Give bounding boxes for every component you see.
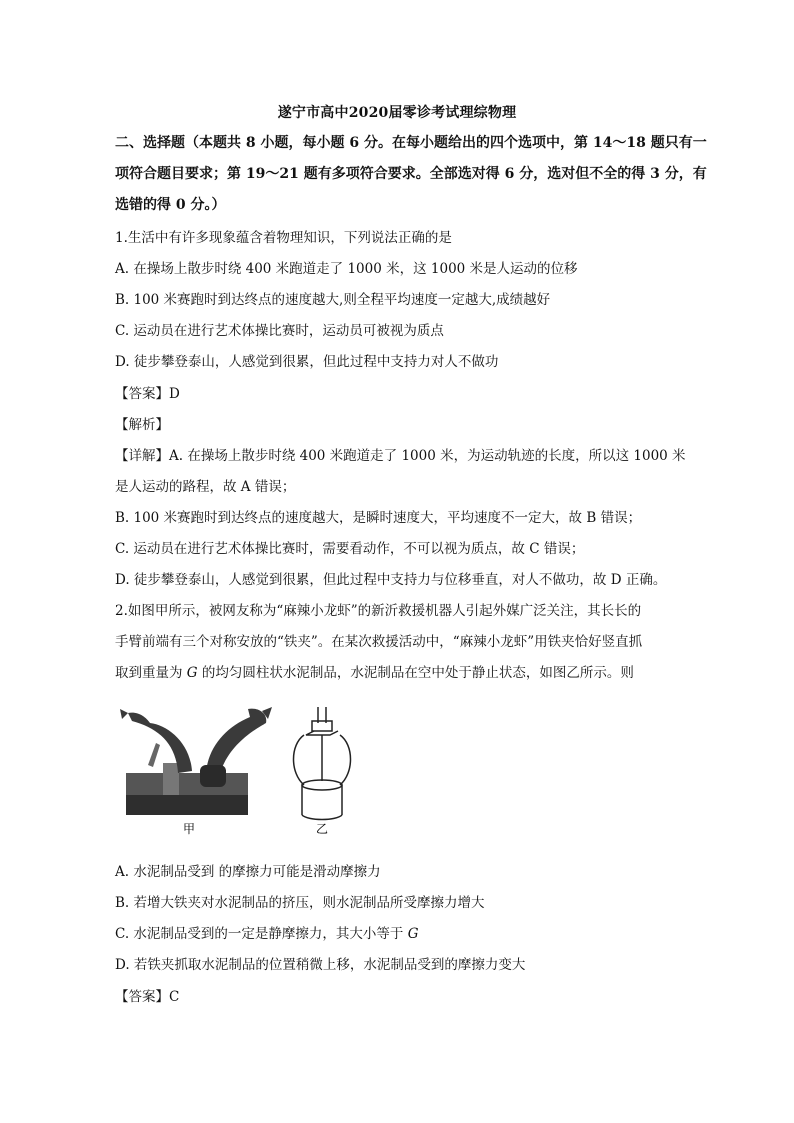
q1-option-b: B. 100 米赛跑时到达终点的速度越大,则全程平均速度一定越大,成绩越好: [115, 292, 551, 308]
q1-detail-line-1: 【详解】A. 在操场上散步时绕 400 米跑道走了 1000 米，为运动轨迹的长度，所以这 1000 米: [115, 448, 686, 464]
q2-option-b: B. 若增大铁夹对水泥制品的挤压，则水泥制品所受摩擦力增大: [115, 895, 485, 911]
q1-analysis-heading: 【解析】: [115, 417, 169, 433]
q1-option-a: A. 在操场上散步时绕 400 米跑道走了 1000 米，这 1000 米是人运动的位移: [115, 261, 578, 277]
q1-detail-line-5: D. 徒步攀登泰山，人感觉到很累，但此过程中支持力与位移垂直，对人不做功，故 D 正确。: [115, 572, 667, 588]
q2-option-d: D. 若铁夹抓取水泥制品的位置稍微上移，水泥制品受到的摩擦力变大: [115, 957, 526, 973]
q1-detail-line-3: B. 100 米赛跑时到达终点的速度越大，是瞬时速度大，平均速度不一定大，故 B 错误；: [115, 510, 642, 526]
q1-option-c: C. 运动员在进行艺术体操比赛时，运动员可被视为质点: [115, 323, 444, 339]
section-instructions-line-2: 项符合题目要求；第 19～21 题有多项符合要求。全部选对得 6 分，选对但不全的得 3 分，有: [115, 166, 707, 182]
robot-figure-svg: [118, 703, 378, 848]
section-instructions-line-1: 二、选择题（本题共 8 小题，每小题 6 分。在每小题给出的四个选项中，第 14～18 题只有一: [115, 135, 707, 151]
figure-caption-left: 甲: [183, 822, 196, 836]
q2-option-c: C. 水泥制品受到的一定是静摩擦力，其大小等于 G: [115, 926, 419, 942]
robot-photo-illustration: [120, 707, 272, 815]
q2-option-a: A. 水泥制品受到 的摩擦力可能是滑动摩擦力: [115, 864, 381, 880]
q1-option-d: D. 徒步攀登泰山，人感觉到很累，但此过程中支持力对人不做功: [115, 354, 499, 370]
q2-stem-line-3: 取到重量为 G 的均匀圆柱状水泥制品，水泥制品在空中处于静止状态，如图乙所示。则: [115, 665, 634, 681]
section-instructions-line-3: 选错的得 0 分。）: [115, 197, 226, 213]
q2-stem-line-2: 手臂前端有三个对称安放的“铁夹”。在某次救援活动中，“麻辣小龙虾”用铁夹恰好竖直抓: [115, 634, 643, 650]
page-title: 遂宁市高中2020届零诊考试理综物理: [277, 105, 517, 121]
figure-caption-right: 乙: [316, 822, 329, 836]
q1-stem: 1.生活中有许多现象蕴含着物理知识，下列说法正确的是: [115, 230, 452, 246]
q1-detail-line-4: C. 运动员在进行艺术体操比赛时，需要看动作，不可以视为质点，故 C 错误；: [115, 541, 585, 557]
clamp-diagram: [294, 707, 351, 820]
q1-detail-line-2: 是人运动的路程，故 A 错误；: [115, 479, 296, 495]
q2-answer: 【答案】C: [115, 989, 180, 1005]
q2-stem-line-1: 2.如图甲所示，被网友称为“麻辣小龙虾”的新沂救援机器人引起外媒广泛关注，其长长的: [115, 603, 642, 619]
q2-figure: [118, 703, 378, 848]
q1-answer: 【答案】D: [115, 386, 180, 402]
